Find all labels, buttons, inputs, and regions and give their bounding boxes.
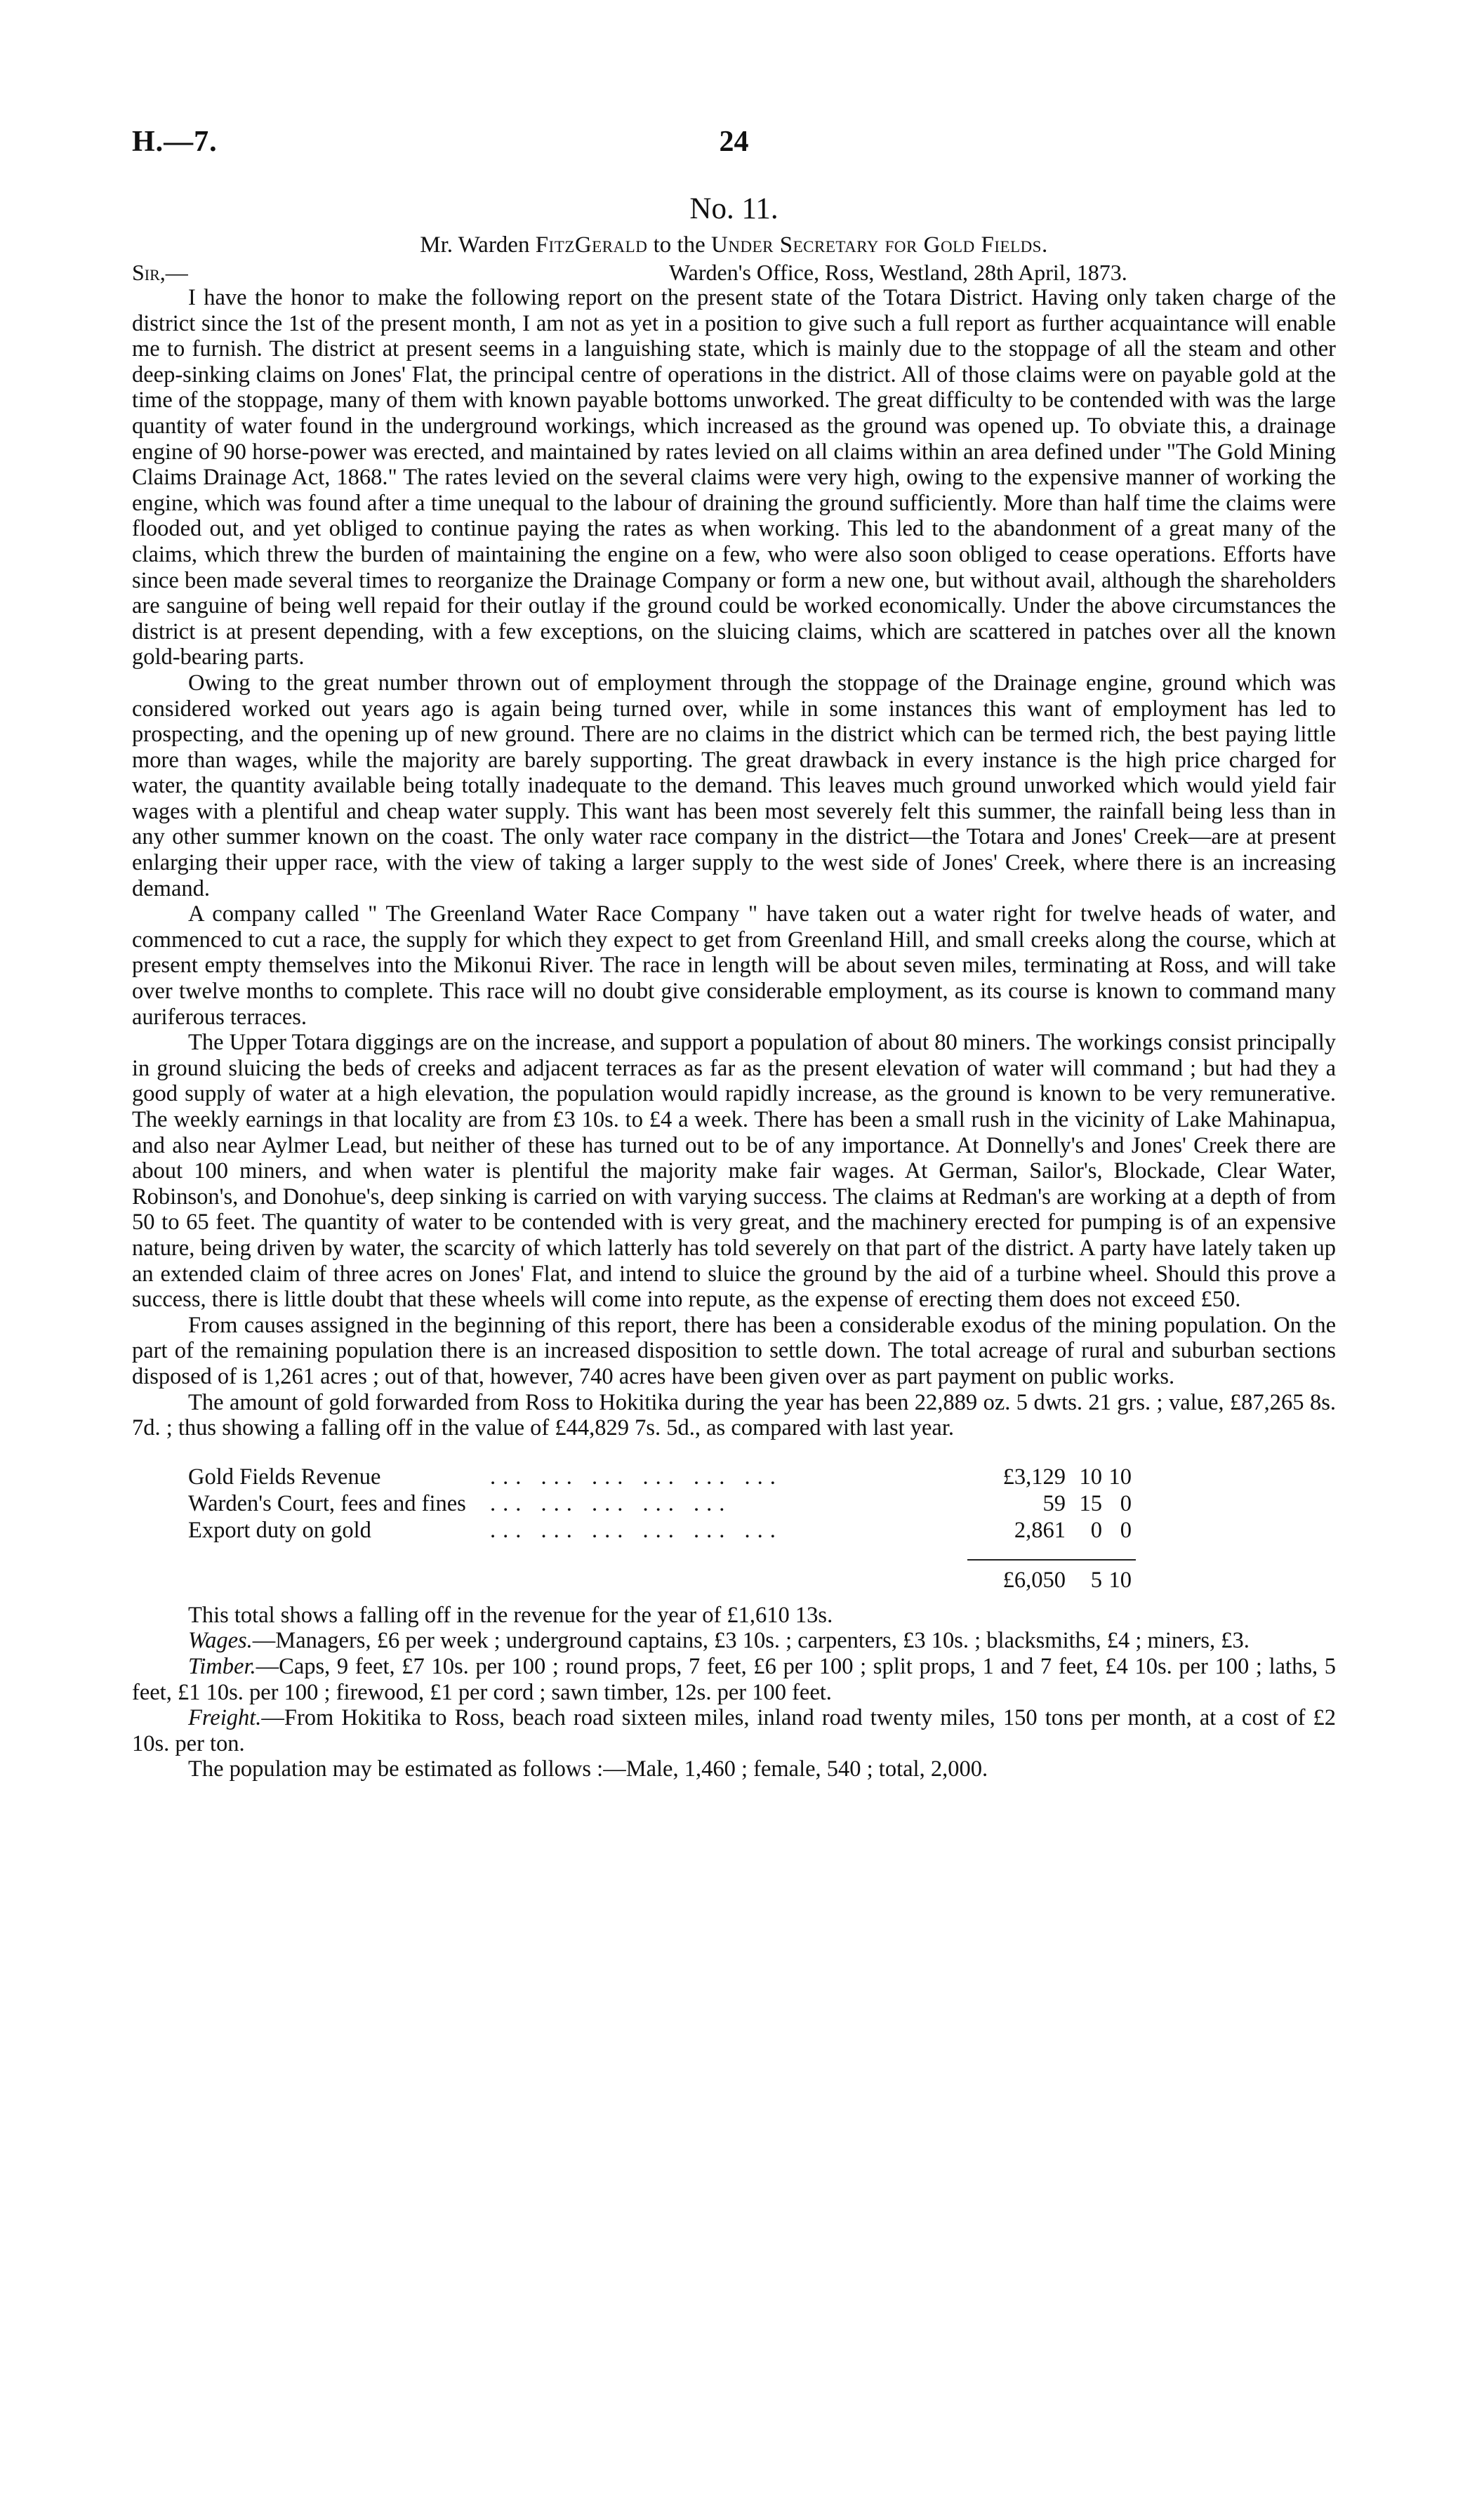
freight-text: —From Hokitika to Ross, beach road sixteen miles, inland road twenty miles, 150 tons per month, at a cost of £2 10s. per ton. <box>132 1705 1336 1756</box>
revenue-amount <box>967 1490 1136 1517</box>
table-total-row <box>188 1565 1136 1596</box>
amount-shillings: 15 <box>1079 1490 1102 1516</box>
paragraph: Owing to the great number thrown out of employment through the stoppage of the Drainage engine, ground which was considered worked out years ago is again being turned over, while in some instances this want of employment has led to prospecting, and the opening up of new ground. There are no claims in the district which can be termed rich, the best paying little more than wages, while the majority are barely supporting. The great drawback in every instance is the high price charged for water, the quantity available being totally inadequate to the demand. This leaves much ground unworked which would yield fair wages with a plentiful and cheap water supply. This want has been most severely felt this summer, the rainfall being less than in any other summer known on the coast. The only water race company in the district—the Totara and Jones' Creek—are at present enlarging their upper race, with the view of taking a larger supply to the west side of Jones' Creek, where there is an increasing demand. <box>132 670 1336 901</box>
total-shillings: 5 <box>1090 1567 1102 1593</box>
amount-shillings: 0 <box>1090 1517 1102 1543</box>
amount-pounds: 2,861 <box>1014 1517 1066 1543</box>
timber-text: —Caps, 9 feet, £7 10s. per 100 ; round props, 7 feet, £6 per 100 ; split props, 1 and 7 feet, £4 10s. per 100 ; laths, 5 feet, £1 10s. per 100 ; firewood, £1 per cord ; sawn timber, 12s. per 100 feet. <box>132 1653 1336 1705</box>
table-row <box>188 1464 1136 1490</box>
leader-dots: ... ... ... ... ... ... <box>490 1464 783 1490</box>
timber-paragraph <box>132 1654 1336 1705</box>
revenue-label: Warden's Court, fees and fines <box>188 1490 466 1516</box>
document-number: No. 11. <box>689 192 779 225</box>
heading-prefix: Mr. Warden <box>420 232 530 258</box>
running-head <box>132 125 1336 167</box>
warden-name: FitzGerald <box>535 232 648 258</box>
revenue-label: Gold Fields Revenue <box>188 1464 381 1490</box>
leader-dots: ... ... ... ... ... ... <box>490 1517 783 1543</box>
timber-label: Timber. <box>188 1653 256 1679</box>
revenue-amount <box>967 1464 1136 1490</box>
paragraph: From causes assigned in the beginning of this report, there has been a considerable exodus of the mining population. On the part of the remaining population there is an increased disposition to settle down. The total acreage of rural and suburban sections disposed of is 1,261 acres ; out of that, however, 740 acres have been given over as part payment on public works. <box>132 1312 1336 1389</box>
revenue-total <box>967 1565 1136 1596</box>
leader-dots: ... ... ... ... ... <box>490 1490 732 1516</box>
letter-heading <box>132 230 1336 260</box>
paragraph: The amount of gold forwarded from Ross to Hokitika during the year has been 22,889 oz. 5 dwts. 21 grs. ; value, £87,265 8s. 7d. ; thus showing a falling off in the value of £44,829 7s. 5d., as compared with last year. <box>132 1389 1336 1441</box>
amount-pence: 0 <box>1120 1517 1132 1543</box>
freight-paragraph <box>132 1705 1336 1756</box>
table-rule-row <box>188 1544 1136 1565</box>
letter-body <box>132 188 1336 1782</box>
revenue-table <box>188 1464 1136 1596</box>
total-rule <box>967 1559 1136 1561</box>
amount-pounds: 59 <box>1042 1490 1066 1516</box>
wages-text: —Managers, £6 per week ; underground captains, £3 10s. ; carpenters, £3 10s. ; blacksmiths, £4 ; miners, £3. <box>252 1628 1250 1654</box>
wages-paragraph <box>132 1628 1336 1654</box>
revenue-summary: This total shows a falling off in the revenue for the year of £1,610 13s. <box>188 1602 833 1628</box>
paragraph: I have the honor to make the following report on the present state of the Totara District. Having only taken charge of the district since the 1st of the present month, I am not as yet in a position to give such a full report as further acquaintance will enable me to furnish. The district at present seems in a languishing state, which is mainly due to the stoppage of all the steam and other deep-sinking claims on Jones' Flat, the principal centre of operations in the district. All of those claims were on payable gold at the time of the stoppage, many of them with known payable bottoms unworked. The great difficulty to be contended with was the large quantity of water found in the underground workings, which increased as the ground was opened up. To obviate this, a drainage engine of 90 horse-power was erected, and maintained by rates levied on all claims within an area defined under "The Gold Mining Claims Drainage Act, 1868." The rates levied on the several claims were very high, owing to the expensive manner of working the engine, which was found after a time unequal to the labour of draining the ground sufficiently. More than half time the claims were flooded out, and yet obliged to continue paying the rates as when working. This led to the abandonment of a great many of the claims, which threw the burden of maintaining the engine on a few, who were also soon obliged to cease operations. Efforts have since been made several times to reorganize the Drainage Company or form a new one, but without avail, although the shareholders are sanguine of being well repaid for their outlay if the ground could be worked economically. Under the above circumstances the district is at present depending, with a few exceptions, on the sluicing claims, which are scattered in patches over all the known gold-bearing parts. <box>132 285 1336 670</box>
dateline: Warden's Office, Ross, Westland, 28th April, 1873. <box>669 260 1127 285</box>
recipient-title: Under Secretary for Gold Fields. <box>711 232 1048 258</box>
amount-pence: 10 <box>1108 1464 1132 1490</box>
amount-shillings: 10 <box>1079 1464 1102 1490</box>
paragraph: The Upper Totara diggings are on the increase, and support a population of about 80 miners. The workings consist principally in ground sluicing the beds of creeks and adjacent terraces as far as the present elevation of water will command ; but had they a good supply of water at a high elevation, the population would rapidly increase, as the ground is known to be very remunerative. The weekly earnings in that locality are from £3 10s. to £4 a week. There has been a small rush in the vicinity of Lake Mahinapua, and also near Aylmer Lead, but neither of these has turned out to be of any importance. At Donnelly's and Jones' Creek there are about 100 miners, and when water is plentiful the majority make fair wages. At German, Sailor's, Blockade, Clear Water, Robinson's, and Donohue's, deep sinking is carried on with varying success. The claims at Redman's are working at a depth of from 50 to 65 feet. The quantity of water to be contended with is very great, and the machinery erected for pumping is of an expensive nature, being driven by water, the scarcity of which latterly has told severely on that part of the district. A party have lately taken up an extended claim of three acres on Jones' Flat, and intend to sluice the ground by the aid of a turbine wheel. Should this prove a success, there is little doubt that these wheels will come into repute, as the expense of erecting them does not exceed £50. <box>132 1030 1336 1313</box>
table-row <box>188 1517 1136 1544</box>
revenue-label: Export duty on gold <box>188 1517 371 1543</box>
salutation: Sir,— <box>132 260 188 285</box>
salutation-row <box>132 260 1336 285</box>
heading-mid: to the <box>653 232 705 258</box>
total-pounds: £6,050 <box>1002 1567 1066 1593</box>
revenue-amount <box>967 1517 1136 1544</box>
amount-pounds: £3,129 <box>1002 1464 1066 1490</box>
population-paragraph: The population may be estimated as follows :—Male, 1,460 ; female, 540 ; total, 2,000. <box>188 1756 988 1782</box>
total-pence: 10 <box>1108 1567 1132 1593</box>
parliamentary-paper-reference: H.—7. <box>132 126 218 158</box>
paragraph: A company called " The Greenland Water Race Company " have taken out a water right for twelve heads of water, and commenced to cut a race, the supply for which they expect to get from Greenland Hill, and small creeks along the course, which at present empty themselves into the Mikonui River. The race in length will be about seven miles, terminating at Ross, and will take over twelve months to complete. This race will no doubt give considerable employment, as its course is known to command many auriferous terraces. <box>132 901 1336 1030</box>
freight-label: Freight. <box>188 1705 262 1731</box>
wages-label: Wages. <box>188 1628 253 1654</box>
page-number: 24 <box>719 126 749 158</box>
table-row <box>188 1490 1136 1517</box>
amount-pence: 0 <box>1120 1490 1132 1516</box>
